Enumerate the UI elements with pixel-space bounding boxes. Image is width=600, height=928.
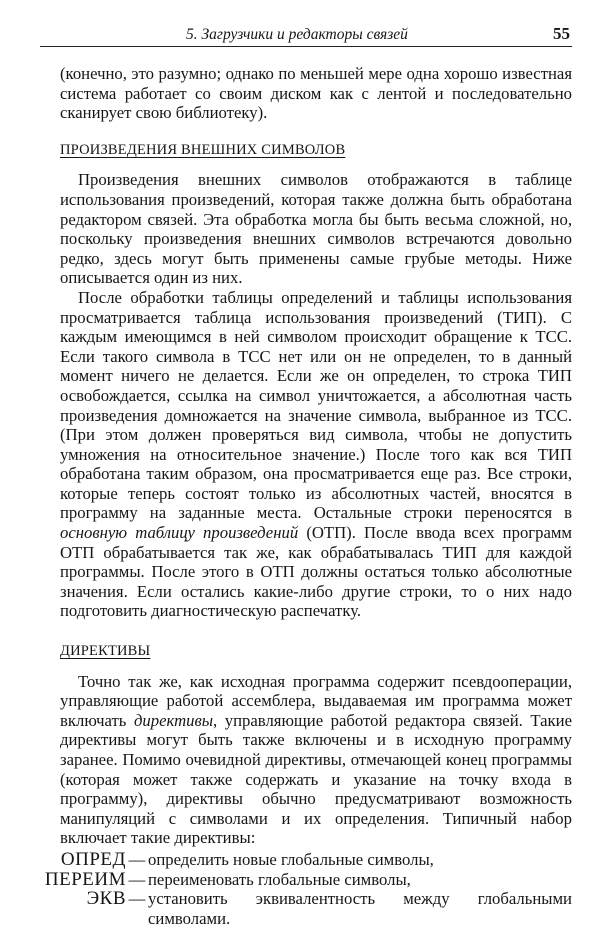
paragraph-text: (ОТП). После ввода всех программ ОТП обрабатывается так же, как обрабатывалась ТИП для каждой программы. После этого в ОТП должны остаться только абсолютные значения. Если остались какие-либо другие строки, то о них надо подготовить диагностическую распечатку. [60, 523, 572, 621]
directive-description: установить эквивалентность между глобальными символами. [148, 889, 572, 928]
emphasized-term: основную таблицу произведений [60, 523, 299, 543]
directive-item [60, 889, 572, 928]
directive-name: ЭКВ [86, 888, 126, 910]
paragraph [60, 288, 572, 621]
directive-name: ПЕРЕИМ [44, 868, 126, 890]
directive-item [60, 850, 572, 870]
directive-item [44, 868, 572, 890]
directive-description: переименовать глобальные символы, [148, 869, 411, 889]
section-heading-directives: ДИРЕКТИВЫ [60, 643, 151, 660]
paragraph [60, 672, 572, 848]
dash: — [128, 889, 146, 909]
section-heading-external-products: ПРОИЗВЕДЕНИЯ ВНЕШНИХ СИМВОЛОВ [60, 141, 346, 158]
dash: — [128, 869, 146, 889]
directive-description: определить новые глобальные символы, [148, 849, 434, 869]
running-header [40, 18, 572, 47]
paragraph-text: Точно так же, как исходная программа содержит псевдооперации, управляющие работой ассемблера, выдаваемая им программа может включать [60, 671, 572, 730]
paragraph-text: , управляющие работой редактора связей. Такие директивы могут быть также включены и в исходную программу заранее. Помимо очевидной директивы, отмечающей конец программы (которая может также содержать и указание на точку входа в программу), директивы обычно предусматривают возможность манипуляций с символами и их определения. Типичный набор включает такие директивы: [60, 710, 572, 848]
directive-list [44, 848, 572, 928]
page-body [44, 64, 572, 928]
dash: — [128, 849, 146, 869]
emphasized-term: директивы [133, 710, 214, 730]
page-number: 55 [553, 24, 570, 43]
chapter-title: 5. Загрузчики и редакторы связей [186, 26, 408, 43]
paragraph-text: После обработки таблицы определений и таблицы использования просматривается таблица использования произведений (ТИП). С каждым имеющимся в ней символом происходит обращение к ТСС. Если такого символа в ТСС нет или он не определен, то в данный момент ничего не делается. Если же он определен, то строка ТИП освобождается, ссылка на символ уничтожается, а абсолютная часть произведения домножается на значение символа, выбранное из ТСС. (При этом должен проверяться вид символа, чтобы не допустить умножения на относительное значение.) После того как вся ТИП обработана таким образом, она просматривается еще раз. Все строки, которые теперь состоят только из абсолютных частей, вносятся в программу на заданные места. Остальные строки переносятся в [60, 287, 572, 523]
intro-paragraph: (конечно, это разумно; однако по меньшей мере одна хорошо известная система работает со своим диском как с лентой и последовательно сканирует свою библиотеку). [60, 64, 572, 123]
paragraph: Произведения внешних символов отображаются в таблице использования произведений, которая также должна быть обработана редактором связей. Эта обработка могла бы быть весьма сложной, но, поскольку произведения внешних символов встречаются довольно редко, здесь могут быть применены самые грубые методы. Ниже описывается один из них. [60, 170, 572, 288]
directive-name: ОПРЕД [60, 848, 126, 870]
